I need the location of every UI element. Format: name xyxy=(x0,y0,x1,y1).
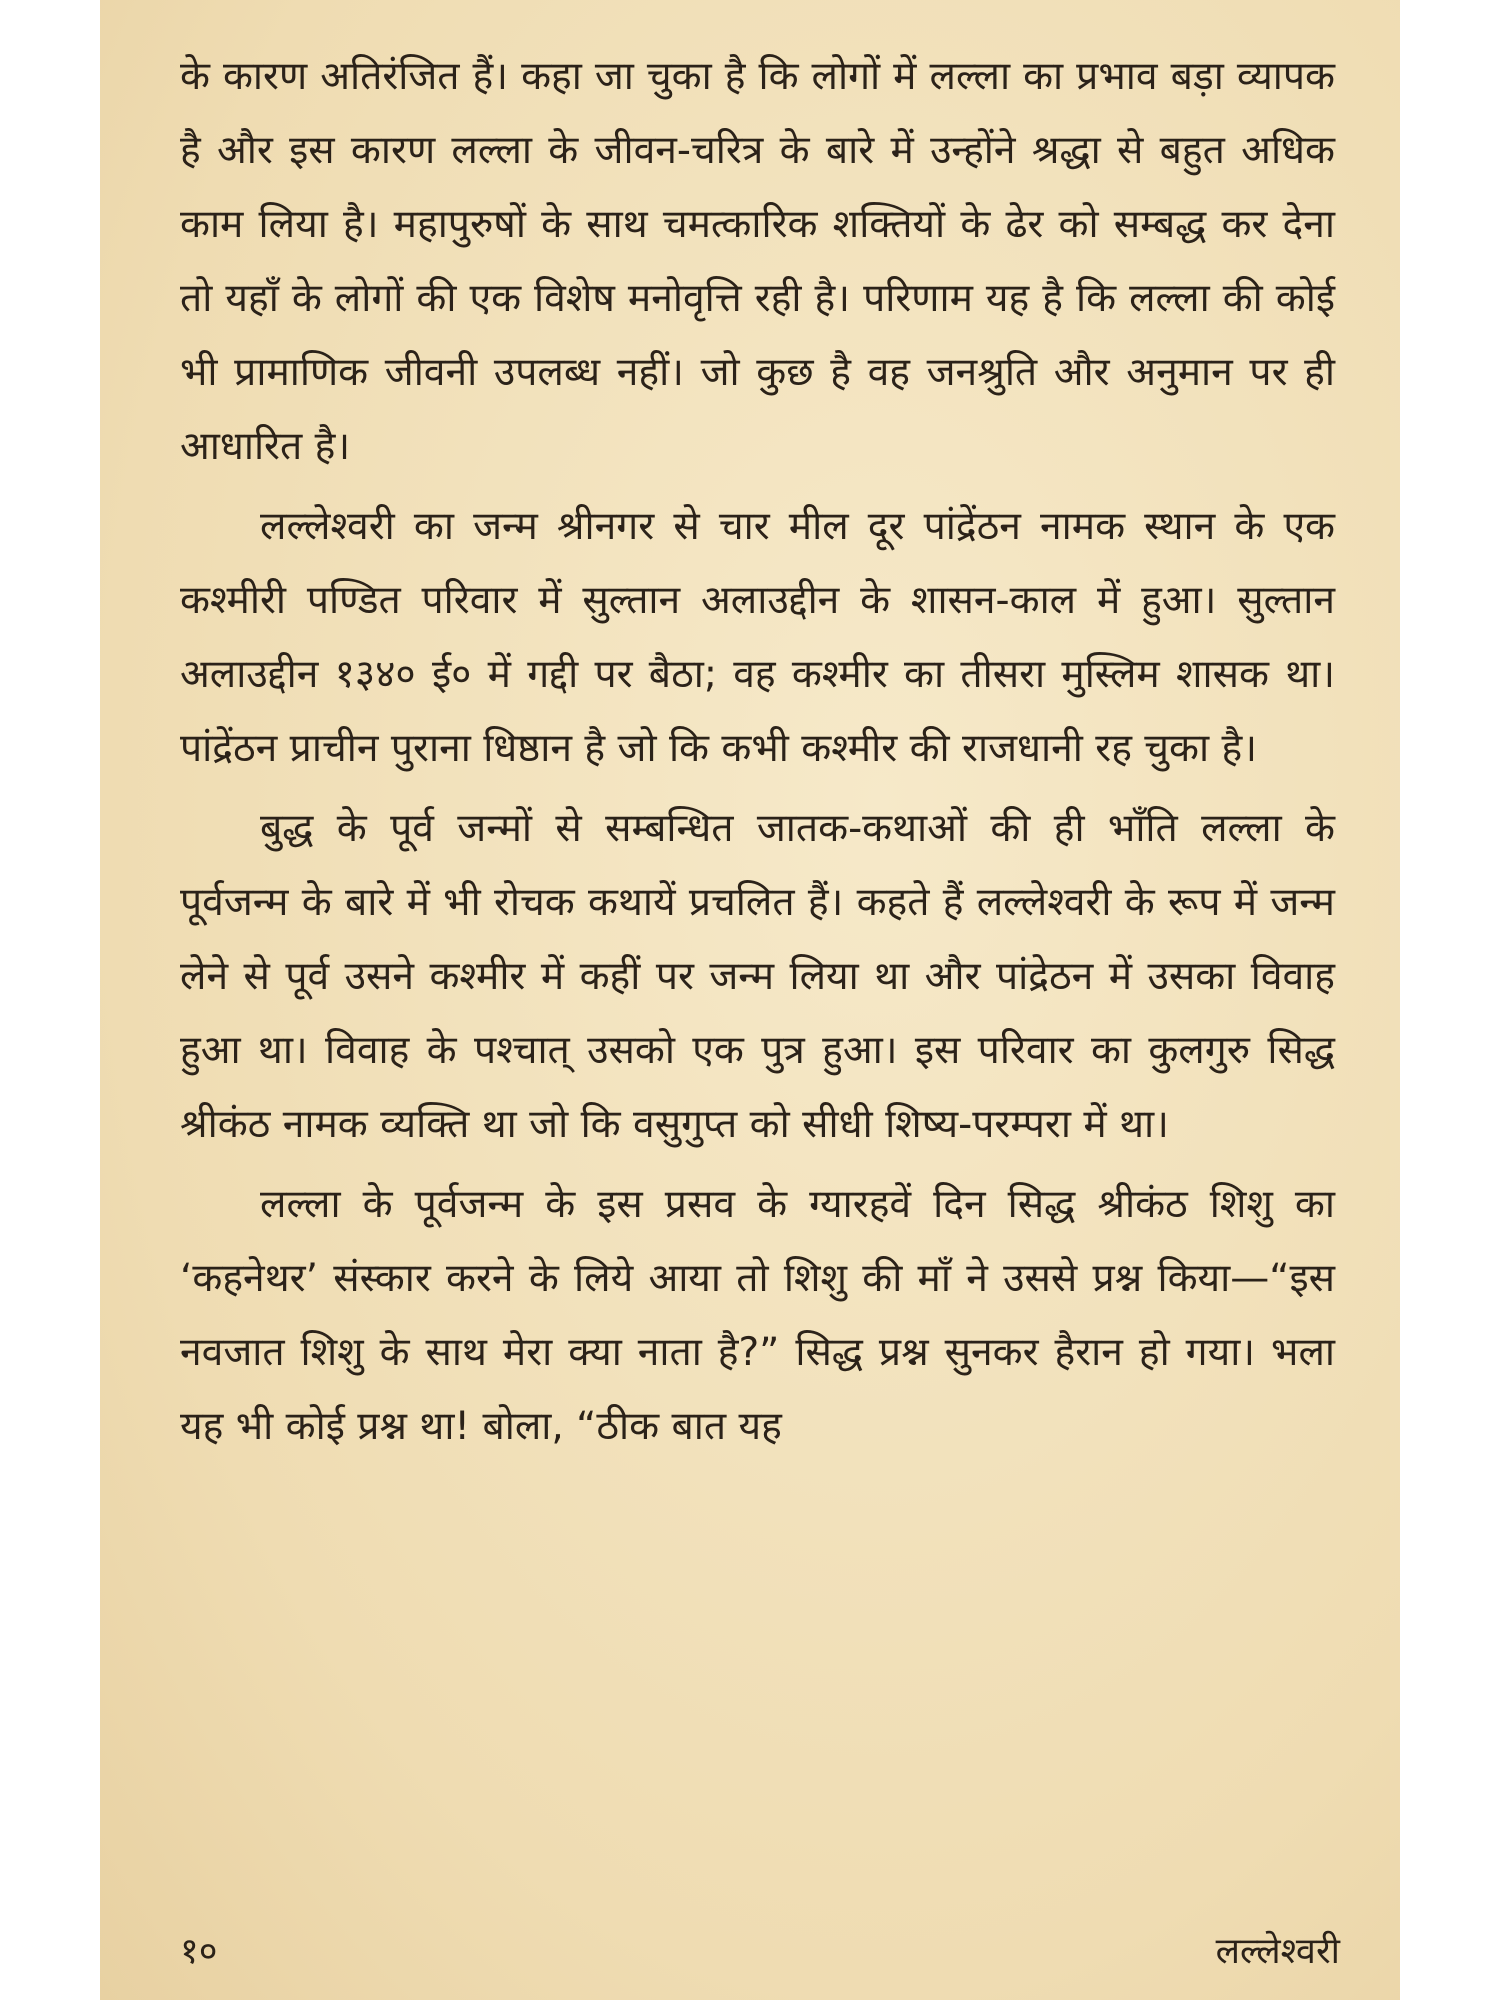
paragraph-3: बुद्ध के पूर्व जन्मों से सम्बन्धित जातक-कथाओं की ही भाँति लल्ला के पूर्वजन्म के बारे में भी रोचक कथायें प्रचलित हैं। कहते हैं लल्लेश्वरी के रूप में जन्म लेने से पूर्व उसने कश्मीर में कहीं पर जन्म लिया था और पांद्रेठन में उसका विवाह हुआ था। विवाह के पश्चात् उसको एक पुत्र हुआ। इस परिवार का कुलगुरु सिद्ध श्रीकंठ नामक व्यक्ति था जो कि वसुगुप्त को सीधी शिष्य-परम्परा में था। xyxy=(180,806,1335,1147)
running-title: लल्लेश्वरी xyxy=(1215,1931,1340,1972)
book-page xyxy=(100,0,1400,2000)
page-number: १० xyxy=(180,1931,218,1972)
paragraph-4: लल्ला के पूर्वजन्म के इस प्रसव के ग्यारहवें दिन सिद्ध श्रीकंठ शिशु का ‘कहनेथर’ संस्कार करने के लिये आया तो शिशु की माँ ने उससे प्रश्न किया—“इस नवजात शिशु के साथ मेरा क्या नाता है?” सिद्ध प्रश्न सुनकर हैरान हो गया। भला यह भी कोई प्रश्न था! बोला, “ठीक बात यह xyxy=(180,1182,1335,1449)
paragraph-2: लल्लेश्वरी का जन्म श्रीनगर से चार मील दूर पांद्रेंठन नामक स्थान के एक कश्मीरी पण्डित परिवार में सुल्तान अलाउद्दीन के शासन-काल में हुआ। सुल्तान अलाउद्दीन १३४० ई० में गद्दी पर बैठा; वह कश्मीर का तीसरा मुस्लिम शासक था। पांद्रेंठन प्राचीन पुराना धिष्ठान है जो कि कभी कश्मीर की राजधानी रह चुका है। xyxy=(180,504,1335,771)
paragraph-1: के कारण अतिरंजित हैं। कहा जा चुका है कि लोगों में लल्ला का प्रभाव बड़ा व्यापक है और इस कारण लल्ला के जीवन-चरित्र के बारे में उन्होंने श्रद्धा से बहुत अधिक काम लिया है। महापुरुषों के साथ चमत्कारिक शक्तियों के ढेर को सम्बद्ध कर देना तो यहाँ के लोगों की एक विशेष मनोवृत्ति रही है। परिणाम यह है कि लल्ला की कोई भी प्रामाणिक जीवनी उपलब्ध नहीं। जो कुछ है वह जनश्रुति और अनुमान पर ही आधारित है। xyxy=(180,54,1335,469)
page-body xyxy=(180,40,1335,1470)
